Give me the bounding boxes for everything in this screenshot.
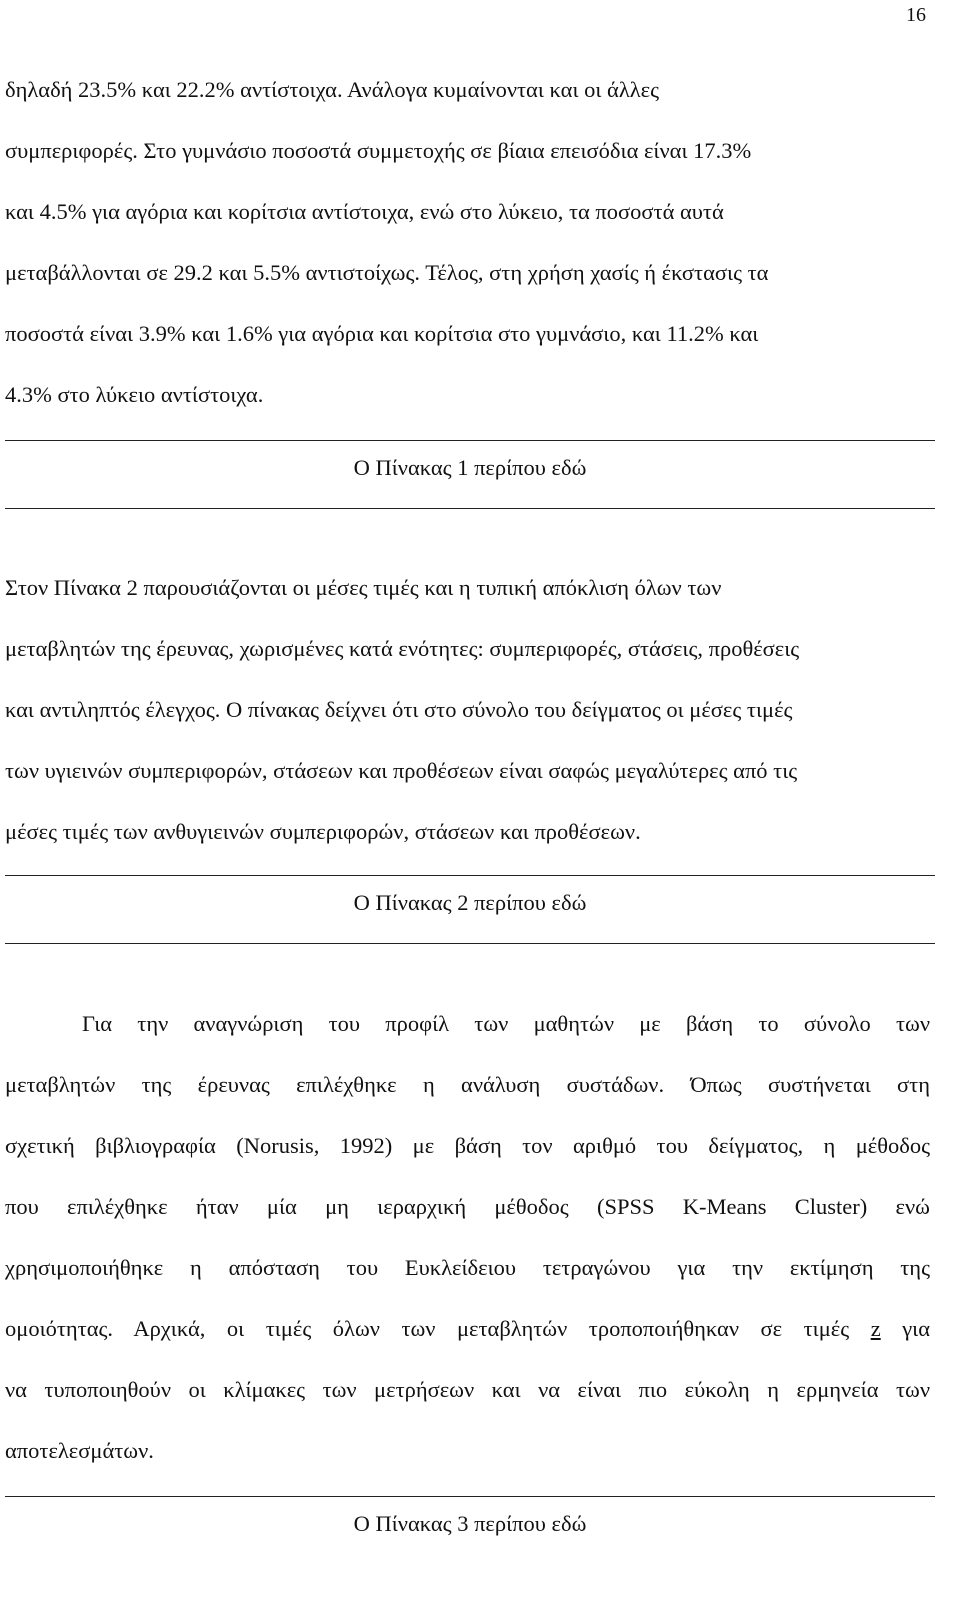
paragraph-line: και 4.5% για αγόρια και κορίτσια αντίστοιχα, ενώ στο λύκειο, τα ποσοστά αυτά	[5, 199, 724, 224]
line-segment: για	[902, 1316, 931, 1341]
table-3-placeholder	[5, 1496, 935, 1613]
table-1-placeholder	[5, 440, 935, 509]
paragraph-line: που επιλέχθηκε ήταν μία μη ιεραρχική μέθοδος (SPSS K-Means Cluster) ενώ	[5, 1194, 930, 1219]
table-3-placeholder-text: Ο Πίνακας 3 περίπου εδώ	[353, 1511, 587, 1536]
paragraph-3	[5, 993, 930, 1481]
paragraph-line: να τυποποιηθούν οι κλίμακες των μετρήσεων και να είναι πιο εύκολη η ερμηνεία των	[5, 1377, 930, 1402]
paragraph-line: μεταβάλλονται σε 29.2 και 5.5% αντιστοίχως. Τέλος, στη χρήση χασίς ή έκστασις τα	[5, 260, 769, 285]
paragraph-line: μεταβλητών της έρευνας επιλέχθηκε η ανάλυση συστάδων. Όπως συστήνεται στη	[5, 1072, 930, 1097]
table-2-placeholder	[5, 875, 935, 944]
paragraph-2	[5, 557, 799, 862]
paragraph-line	[5, 1298, 930, 1359]
paragraph-line: Για την αναγνώριση του προφίλ των μαθητών με βάση το σύνολο των	[82, 1011, 930, 1036]
paragraph-line: χρησιμοποιήθηκε η απόσταση του Ευκλείδειου τετραγώνου για την εκτίμηση της	[5, 1255, 930, 1280]
paragraph-line: σχετική βιβλιογραφία (Norusis, 1992) με βάση τον αριθμό του δείγματος, η μέθοδος	[5, 1133, 930, 1158]
table-1-placeholder-text: Ο Πίνακας 1 περίπου εδώ	[353, 455, 587, 480]
paragraph-line: ποσοστά είναι 3.9% και 1.6% για αγόρια και κορίτσια στο γυμνάσιο, και 11.2% και	[5, 321, 759, 346]
paragraph-line: μεταβλητών της έρευνας, χωρισμένες κατά ενότητες: συμπεριφορές, στάσεις, προθέσεις	[5, 636, 800, 661]
page-number: 16	[906, 4, 926, 26]
paragraph-line: μέσες τιμές των ανθυγιεινών συμπεριφορών, στάσεων και προθέσεων.	[5, 819, 641, 844]
paragraph-line: και αντιληπτός έλεγχος. Ο πίνακας δείχνει ότι στο σύνολο του δείγματος οι μέσες τιμές	[5, 697, 793, 722]
paragraph-1	[5, 59, 768, 425]
paragraph-line: αποτελεσμάτων.	[5, 1438, 154, 1463]
line-segment: ομοιότητας. Αρχικά, οι τιμές όλων των μεταβλητών τροποποιήθηκαν σε τιμές	[5, 1316, 850, 1341]
underlined-variable: z	[870, 1316, 881, 1341]
paragraph-line: 4.3% στο λύκειο αντίστοιχα.	[5, 382, 264, 407]
paragraph-line: Στον Πίνακα 2 παρουσιάζονται οι μέσες τιμές και η τυπική απόκλιση όλων των	[5, 575, 722, 600]
paragraph-line: των υγιεινών συμπεριφορών, στάσεων και προθέσεων είναι σαφώς μεγαλύτερες από τις	[5, 758, 798, 783]
paragraph-line: δηλαδή 23.5% και 22.2% αντίστοιχα. Ανάλογα κυμαίνονται και οι άλλες	[5, 77, 660, 102]
paragraph-line: συμπεριφορές. Στο γυμνάσιο ποσοστά συμμετοχής σε βίαια επεισόδια είναι 17.3%	[5, 138, 752, 163]
table-2-placeholder-text: Ο Πίνακας 2 περίπου εδώ	[353, 890, 587, 915]
